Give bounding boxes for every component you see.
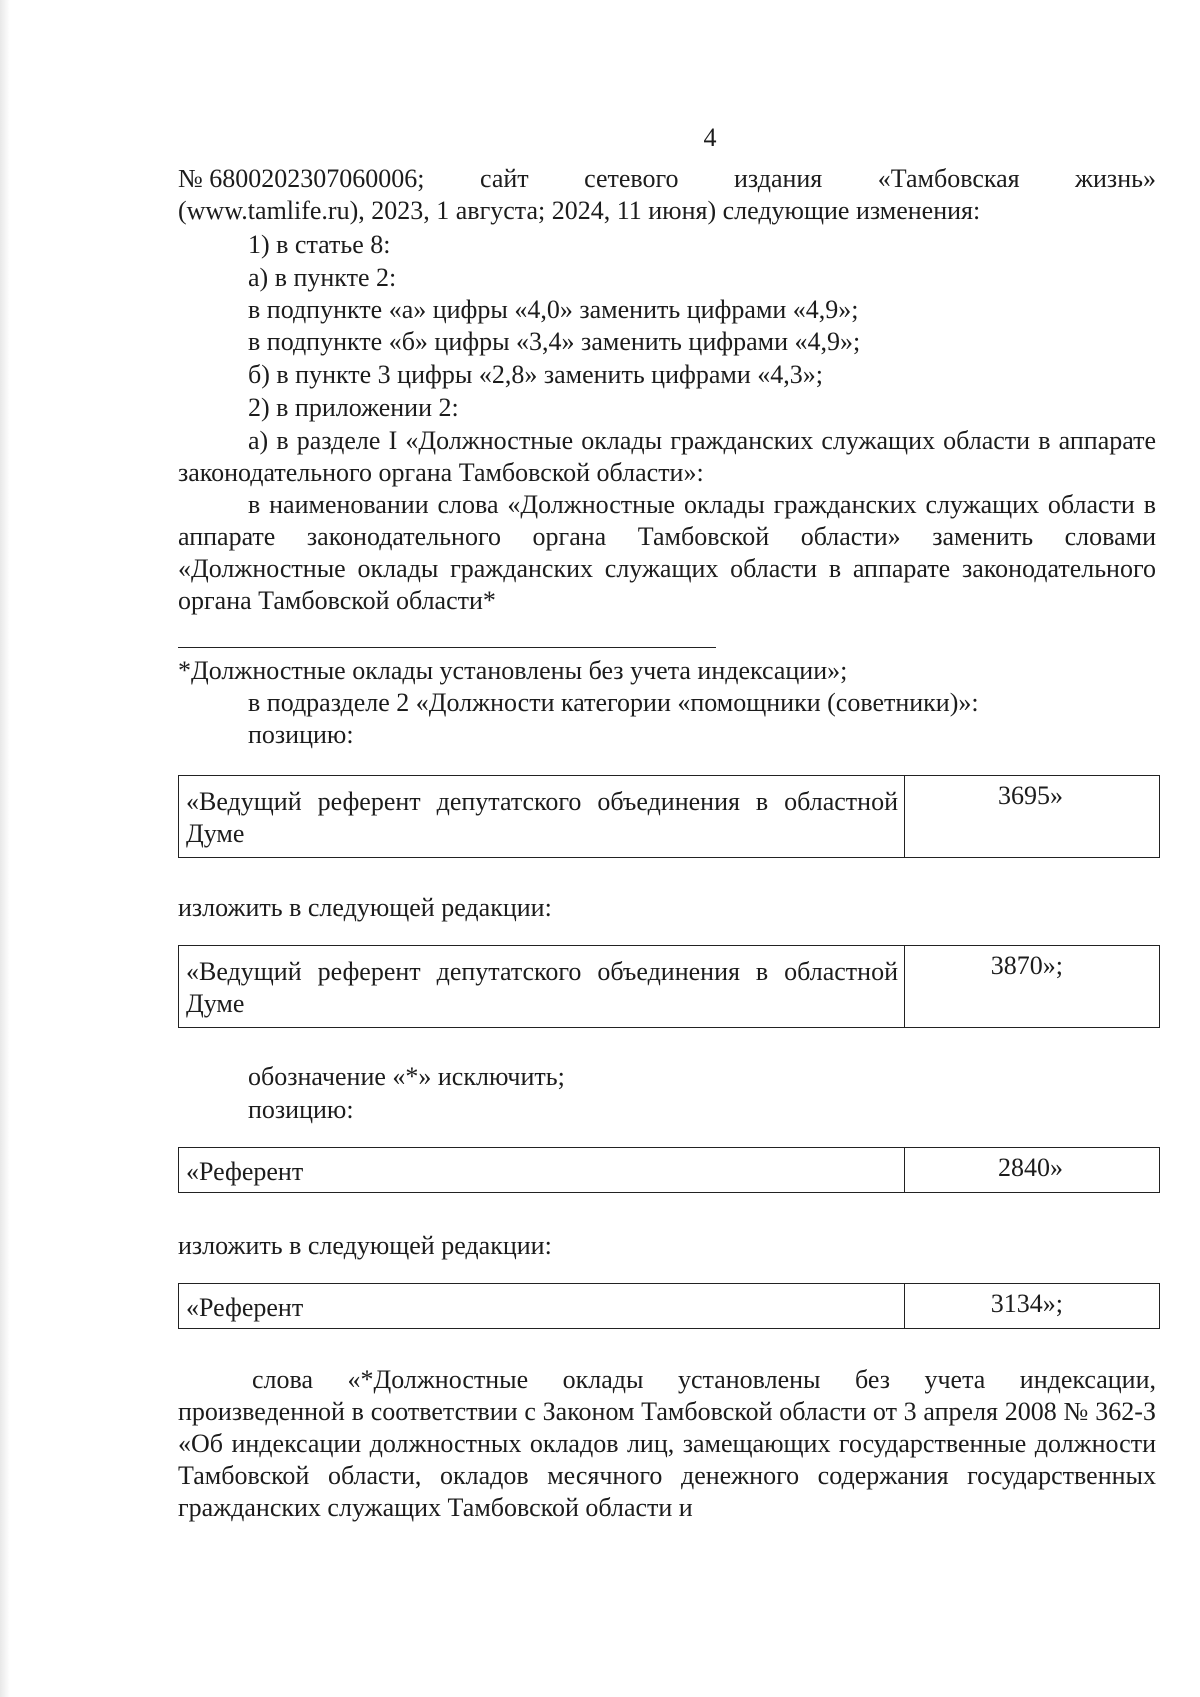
line-11: в подразделе 2 «Должности категории «помощники (советники)»: bbox=[248, 688, 979, 717]
footnote-rule bbox=[178, 647, 716, 648]
page-number: 4 bbox=[703, 123, 717, 152]
position-table-old-1 bbox=[178, 775, 1160, 858]
line-15: позицию: bbox=[248, 1095, 354, 1124]
paragraph-naming: в наименовании слова «Должностные оклады гражданских служащих области в аппарате законодательного органа Тамбовской области» заменить словами «Должностные оклады гражданских служащих области в аппарате законодательного органа Тамбовской области* bbox=[178, 490, 1156, 615]
paragraph-section-1: а) в разделе I «Должностные оклады гражданских служащих области в аппарате законодательного органа Тамбовской области»: bbox=[178, 426, 1156, 487]
position-name-cell: «Референт bbox=[179, 1284, 905, 1328]
line-1 bbox=[178, 163, 1156, 195]
salary-value: 3695» bbox=[998, 781, 1063, 810]
line-1-part: сайт bbox=[479, 164, 529, 193]
salary-cell bbox=[905, 1284, 1159, 1328]
paragraph-words: слова «*Должностные оклады установлены без учета индексации, произведенной в соответствии с Законом Тамбовской области от 3 апреля 2008 № 362-З «Об индексации должностных окладов лиц, замещающих государственные должности Тамбовской области, окладов месячного денежного содержания государственных гражданских служащих Тамбовской области и bbox=[178, 1365, 1156, 1522]
line-3: 1) в статье 8: bbox=[248, 230, 391, 259]
footnote: *Должностные оклады установлены без учета индексации»; bbox=[178, 656, 848, 685]
line-2: (www.tamlife.ru), 2023, 1 августа; 2024, 11 июня) следующие изменения: bbox=[178, 196, 981, 225]
line-4: а) в пункте 2: bbox=[248, 263, 397, 292]
position-table-new-1 bbox=[178, 945, 1160, 1028]
position-name-cell: «Ведущий референт депутатского объединения в областной Думе bbox=[179, 776, 905, 857]
salary-cell bbox=[905, 1148, 1159, 1192]
line-6: в подпункте «б» цифры «3,4» заменить цифрами «4,9»; bbox=[248, 327, 861, 356]
line-1-part: «Тамбовская bbox=[877, 164, 1020, 193]
salary-value: 3134»; bbox=[990, 1289, 1063, 1318]
line-13: изложить в следующей редакции: bbox=[178, 893, 552, 922]
position-name-cell: «Ведущий референт депутатского объединения в областной Думе bbox=[179, 946, 905, 1027]
salary-cell bbox=[905, 776, 1159, 857]
salary-cell bbox=[905, 946, 1159, 1027]
line-8: 2) в приложении 2: bbox=[248, 393, 459, 422]
salary-value: 2840» bbox=[998, 1153, 1063, 1182]
line-1-part: жизнь» bbox=[1075, 164, 1156, 193]
scan-edge bbox=[0, 0, 10, 1697]
line-14: обозначение «*» исключить; bbox=[248, 1062, 565, 1091]
line-16: изложить в следующей редакции: bbox=[178, 1231, 552, 1260]
line-1-part: издания bbox=[734, 164, 823, 193]
position-name-cell: «Референт bbox=[179, 1148, 905, 1192]
position-table-new-2 bbox=[178, 1283, 1160, 1329]
position-table-old-2 bbox=[178, 1147, 1160, 1193]
line-1-part: сетевого bbox=[584, 164, 679, 193]
line-12: позицию: bbox=[248, 720, 354, 749]
line-5: в подпункте «а» цифры «4,0» заменить цифрами «4,9»; bbox=[248, 295, 859, 324]
salary-value: 3870»; bbox=[990, 951, 1063, 980]
line-7: б) в пункте 3 цифры «2,8» заменить цифрами «4,3»; bbox=[248, 360, 823, 389]
line-1-part: № 6800202307060006; bbox=[178, 164, 425, 193]
